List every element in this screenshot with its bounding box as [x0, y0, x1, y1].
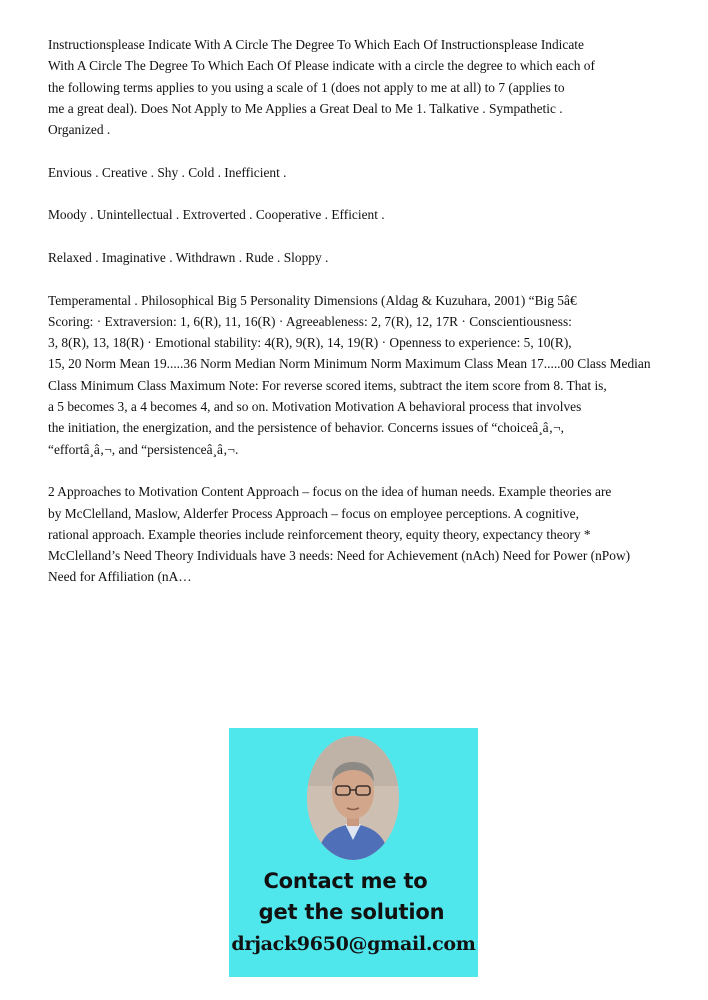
text-line: a 5 becomes 3, a 4 becomes 4, and so on. Motivation Motivation A behavioral process that involves — [48, 399, 582, 415]
text-line: Scoring: · Extraversion: 1, 6(R), 11, 16(R) · Agreeableness: 2, 7(R), 12, 17R · Conscientiousness: — [48, 313, 572, 329]
ad-headline-line2: get the solution — [258, 900, 445, 924]
text-line: Class Minimum Class Maximum Note: For reverse scored items, subtract the item score from 8. That is, — [48, 377, 607, 393]
paragraph-terms-3 — [48, 247, 698, 268]
text-line: Envious . Creative . Shy . Cold . Inefficient . — [48, 164, 287, 180]
text-line: the initiation, the energization, and the persistence of behavior. Concerns issues of “choiceâ¸â‚¬, — [48, 420, 564, 436]
author-photo — [307, 736, 399, 860]
text-line: Moody . Unintellectual . Extroverted . Cooperative . Efficient . — [48, 207, 385, 223]
ad-headline-line1: Contact me to — [263, 869, 428, 893]
text-line: Organized . — [48, 122, 111, 138]
portrait-image — [307, 736, 399, 860]
text-line: 3, 8(R), 13, 18(R) · Emotional stability: 4(R), 9(R), 14, 19(R) · Openness to experience: 5, 10(R), — [48, 335, 572, 351]
paragraph-instructions — [48, 34, 698, 140]
text-line: rational approach. Example theories include reinforcement theory, equity theory, expectancy theory * — [48, 526, 591, 542]
text-line: me a great deal). Does Not Apply to Me Applies a Great Deal to Me 1. Talkative . Sympathetic . — [48, 100, 563, 116]
paragraph-motivation — [48, 481, 698, 587]
text-line: Relaxed . Imaginative . Withdrawn . Rude . Sloppy . — [48, 249, 329, 265]
text-line: Instructionsplease Indicate With A Circle The Degree To Which Each Of Instructionsplease Indicate — [48, 37, 584, 52]
text-line: 15, 20 Norm Mean 19.....36 Norm Median Norm Minimum Norm Maximum Class Mean 17.....00 Class Median — [48, 356, 651, 372]
text-line: by McClelland, Maslow, Alderfer Process Approach – focus on employee perceptions. A cognitive, — [48, 505, 579, 521]
text-line: Temperamental . Philosophical Big 5 Personality Dimensions (Aldag & Kuzuhara, 2001) “Big 5â€ — [48, 292, 577, 308]
paragraph-scoring — [48, 290, 698, 460]
text-line: 2 Approaches to Motivation Content Approach – focus on the idea of human needs. Example theories are — [48, 484, 612, 500]
text-line: “effortâ¸â‚¬, and “persistenceâ¸â‚¬. — [48, 441, 239, 457]
paragraph-terms-1 — [48, 162, 698, 183]
contact-ad-banner[interactable] — [229, 728, 478, 977]
text-line: the following terms applies to you using a scale of 1 (does not apply to me at all) to 7 (applies to — [48, 79, 565, 95]
text-line: With A Circle The Degree To Which Each Of Please indicate with a circle the degree to which each of — [48, 58, 595, 74]
text-line: Need for Affiliation (nA… — [48, 569, 192, 585]
contact-email[interactable]: drjack9650@gmail.com — [231, 933, 476, 955]
paragraph-terms-2 — [48, 204, 698, 225]
document-body — [48, 34, 698, 609]
text-line: McClelland’s Need Theory Individuals have 3 needs: Need for Achievement (nAch) Need for Power (nPow) — [48, 548, 631, 564]
